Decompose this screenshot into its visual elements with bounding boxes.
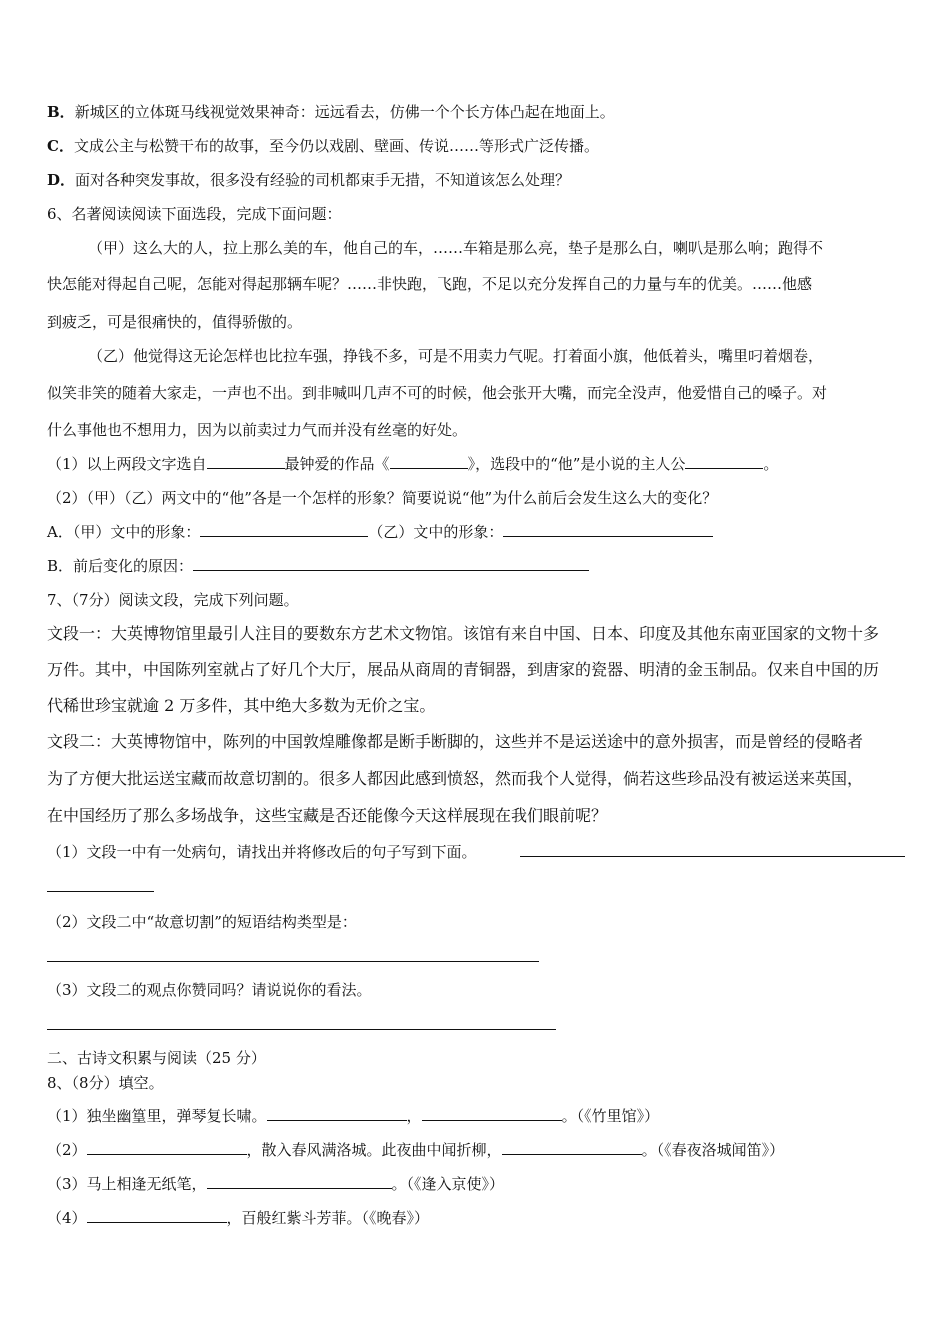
q6-yi-line1: （乙）他觉得这无论怎样也比拉车强，挣钱不多，可是不用卖力气呢。打着面小旗，他低着头，嘴里叼着烟卷， [88, 347, 824, 365]
q7-para2-line3: 在中国经历了那么多场战争，这些宝藏是否还能像今天这样展现在我们眼前呢？ [47, 806, 608, 825]
q7-sub1 [47, 841, 477, 863]
q6-answer-a [47, 521, 713, 543]
q7-para1-line1: 文段一：大英博物馆里最引人注目的要数东方艺术文物馆。该馆有来自中国、日本、印度及其他东南亚国家的文物十多 [47, 624, 880, 643]
q6-a-label2: （乙）文中的形象： [368, 523, 504, 541]
option-c-label: C． [47, 137, 74, 155]
q6-yi-line3: 什么事他也不想用力，因为以前卖过力气而并没有丝毫的好处。 [47, 421, 468, 439]
q8-f4-text-a: （4） [47, 1209, 87, 1227]
q6-jia-line2: 快怎能对得起自己呢，怎能对得起那辆车呢？……非快跑，飞跑，不足以充分发挥自己的力量与车的优美。……他感 [47, 275, 813, 293]
q6-sub1-text-b: 最钟爱的作品《 [284, 455, 390, 473]
q8-f2-text-b: ，散入春风满洛城。此夜曲中闻折柳， [246, 1141, 502, 1159]
q6-author-blank[interactable] [207, 454, 285, 469]
q6-work-blank[interactable] [390, 454, 468, 469]
q8-f2-text-c: 。（《春夜洛城闻笛》） [641, 1141, 785, 1159]
q6-sub1 [47, 453, 778, 475]
q8-title: 8、（8分）填空。 [47, 1074, 164, 1092]
q8-f1-text-b: ， [406, 1107, 422, 1125]
option-b-label: B． [47, 103, 75, 121]
option-d-text: 面对各种突发事故，很多没有经验的司机都束手无措，不知道该怎么处理？ [75, 171, 571, 189]
q6-answer-b [47, 555, 589, 577]
q8-fill-1 [47, 1105, 659, 1127]
q7-sub2: （2）文段二中“故意切割”的短语结构类型是： [47, 913, 357, 931]
q7-para1-line2: 万件。其中，中国陈列室就占了好几个大厅，展品从商周的青铜器，到唐家的瓷器、明清的金玉制品。仅来自中国的历 [47, 660, 880, 679]
option-b-text: 新城区的立体斑马线视觉效果神奇：远远看去，仿佛一个个长方体凸起在地面上。 [74, 103, 615, 121]
option-c [47, 135, 599, 157]
q8-fill-2 [47, 1139, 784, 1161]
q6-sub2: （2）（甲）（乙）两文中的“他”各是一个怎样的形象？简要说说“他”为什么前后会发生这么大的变化？ [47, 489, 718, 507]
q7-sub3: （3）文段二的观点你赞同吗？请说说你的看法。 [47, 981, 372, 999]
q6-yi-line2: 似笑非笑的随着大家走，一声也不出。到非喊叫几声不可的时候，他会张开大嘴，而完全没声，他爱惜自己的嗓子。对 [47, 384, 828, 402]
q8-f2-blank-2[interactable] [502, 1140, 642, 1155]
q6-protagonist-blank[interactable] [685, 454, 763, 469]
q8-f1-text-c: 。（《竹里馆》） [561, 1107, 660, 1125]
q8-fill-3 [47, 1173, 504, 1195]
q8-f2-text-a: （2） [47, 1141, 87, 1159]
option-b [47, 101, 615, 123]
q8-f4-blank[interactable] [87, 1208, 227, 1223]
q7-title: 7、（7分）阅读文段，完成下列问题。 [47, 591, 299, 609]
q7-sub3-answer-line[interactable] [47, 1029, 556, 1030]
option-d [47, 169, 570, 191]
q7-para1-line3: 代稀世珍宝就逾 2 万多件，其中绝大多数为无价之宝。 [47, 696, 436, 715]
q6-sub1-text-a: （1）以上两段文字选自 [47, 455, 207, 473]
q7-sub1-text: （1）文段一中有一处病句，请找出并将修改后的句子写到下面。 [47, 843, 477, 861]
q6-sub1-text-c: 》，选段中的“他”是小说的主人公 [467, 455, 686, 473]
q6-yi-image-blank[interactable] [503, 522, 713, 537]
q6-title: 6、名著阅读阅读下面选段，完成下面问题： [47, 205, 342, 223]
q8-f4-text-b: ，百般红紫斗芳菲。（《晚春》） [226, 1209, 430, 1227]
q6-reason-blank[interactable] [193, 556, 589, 571]
q8-f1-blank-2[interactable] [422, 1106, 562, 1121]
q8-fill-4 [47, 1207, 429, 1229]
option-c-text: 文成公主与松赞干布的故事，至今仍以戏剧、壁画、传说……等形式广泛传播。 [73, 137, 599, 155]
q7-para2-line1: 文段二：大英博物馆中，陈列的中国敦煌雕像都是断手断脚的，这些并不是运送途中的意外损害，而是曾经的侵略者 [47, 732, 864, 751]
q8-f1-blank-1[interactable] [267, 1106, 407, 1121]
q7-para2-line2: 为了方便大批运送宝藏而故意切割的。很多人都因此感到愤怒，然而我个人觉得，倘若这些珍品没有被运送来英国， [47, 769, 864, 788]
q6-sub1-text-d: 。 [763, 455, 779, 473]
q6-jia-image-blank[interactable] [200, 522, 368, 537]
section2-title: 二、古诗文积累与阅读（25 分） [47, 1049, 266, 1067]
q7-sub1-answer-line2[interactable] [47, 891, 154, 892]
q6-jia-line1: （甲）这么大的人，拉上那么美的车，他自己的车，……车箱是那么亮，垫子是那么白，喇叭是那么响；跑得不 [88, 239, 824, 257]
q7-sub1-answer-line1[interactable] [520, 856, 905, 857]
q8-f3-text-b: 。（《逢入京使》） [391, 1175, 505, 1193]
q6-b-label: B．前后变化的原因： [47, 557, 194, 575]
q8-f1-text-a: （1）独坐幽篁里，弹琴复长啸。 [47, 1107, 267, 1125]
q8-f3-text-a: （3）马上相逢无纸笔， [47, 1175, 207, 1193]
option-d-label: D． [47, 171, 76, 189]
q8-f2-blank-1[interactable] [87, 1140, 247, 1155]
q6-jia-line3: 到疲乏，可是很痛快的，值得骄傲的。 [47, 313, 303, 331]
q7-sub2-answer-line[interactable] [47, 961, 539, 962]
q8-f3-blank[interactable] [207, 1174, 392, 1189]
q6-a-label: A．（甲）文中的形象： [47, 523, 201, 541]
